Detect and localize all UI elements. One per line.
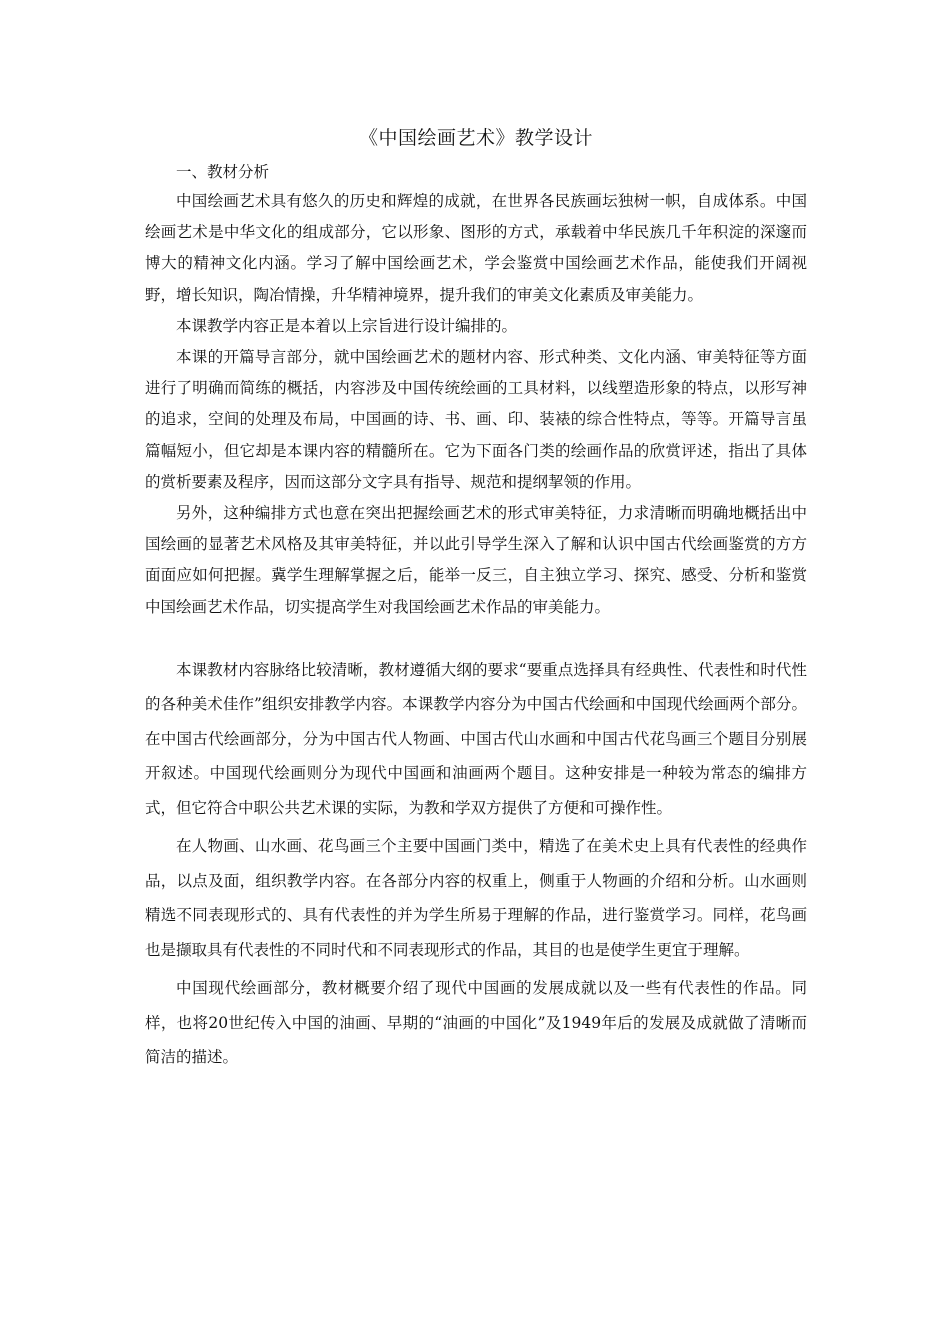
document-title: 《中国绘画艺术》教学设计	[358, 127, 593, 149]
paragraph-genres: 在人物画、山水画、花鸟画三个主要中国画门类中，精选了在美术史上具有代表性的经典作品，以点及面，组织教学内容。在各部分内容的权重上，侧重于人物画的介绍和分析。山水画则精选不同表现形式的、具有代表性的并为学生所易于理解的作品，进行鉴赏学习。同样，花鸟画也是撷取具有代表性的不同时代和不同表现形式的作品，其目的也是使学生更宜于理解。	[145, 837, 807, 959]
paragraph-structure: 本课教材内容脉络比较清晰，教材遵循大纲的要求“要重点选择具有经典性、代表性和时代性的各种美术佳作”组织安排教学内容。本课教学内容分为中国古代绘画和中国现代绘画两个部分。在中国古代绘画部分，分为中国古代人物画、中国古代山水画和中国古代花鸟画三个题目分别展开叙述。中国现代绘画则分为现代中国画和油画两个题目。这种安排是一种较为常态的编排方式，但它符合中职公共艺术课的实际，为教和学双方提供了方便和可操作性。	[145, 660, 807, 817]
paragraph-modern: 中国现代绘画部分，教材概要介绍了现代中国画的发展成就以及一些有代表性的作品。同样，也将20世纪传入中国的油画、早期的“油画的中国化”及1949年后的发展及成就做了清晰而简洁的描述。	[145, 979, 807, 1067]
section-heading: 一、教材分析	[176, 163, 270, 181]
paragraph-opening: 本课的开篇导言部分，就中国绘画艺术的题材内容、形式种类、文化内涵、审美特征等方面进行了明确而简练的概括，内容涉及中国传统绘画的工具材料，以线塑造形象的特点，以形写神的追求，空间的处理及布局，中国画的诗、书、画、印、装裱的综合性特点，等等。开篇导言虽篇幅短小，但它却是本课内容的精髓所在。它为下面各门类的绘画作品的欣赏评述，指出了具体的赏析要素及程序，因而这部分文字具有指导、规范和提纲挈领的作用。	[145, 348, 807, 491]
paragraph-intro: 中国绘画艺术具有悠久的历史和辉煌的成就，在世界各民族画坛独树一帜，自成体系。中国绘画艺术是中华文化的组成部分，它以形象、图形的方式，承载着中华民族几千年积淀的深邃而博大的精神文化内涵。学习了解中国绘画艺术，学会鉴赏中国绘画艺术作品，能使我们开阔视野，增长知识，陶冶情操，升华精神境界，提升我们的审美文化素质及审美能力。	[145, 192, 807, 304]
paragraph-purpose: 本课教学内容正是本着以上宗旨进行设计编排的。	[176, 316, 518, 335]
paragraph-arrangement: 另外，这种编排方式也意在突出把握绘画艺术的形式审美特征，力求清晰而明确地概括出中国绘画的显著艺术风格及其审美特征，并以此引导学生深入了解和认识中国古代绘画鉴赏的方方面面应如何把握。冀学生理解掌握之后，能举一反三，自主独立学习、探究、感受、分析和鉴赏中国绘画艺术作品，切实提高学生对我国绘画艺术作品的审美能力。	[145, 504, 807, 616]
paragraph-gap	[145, 623, 807, 653]
document-page	[145, 124, 807, 1075]
